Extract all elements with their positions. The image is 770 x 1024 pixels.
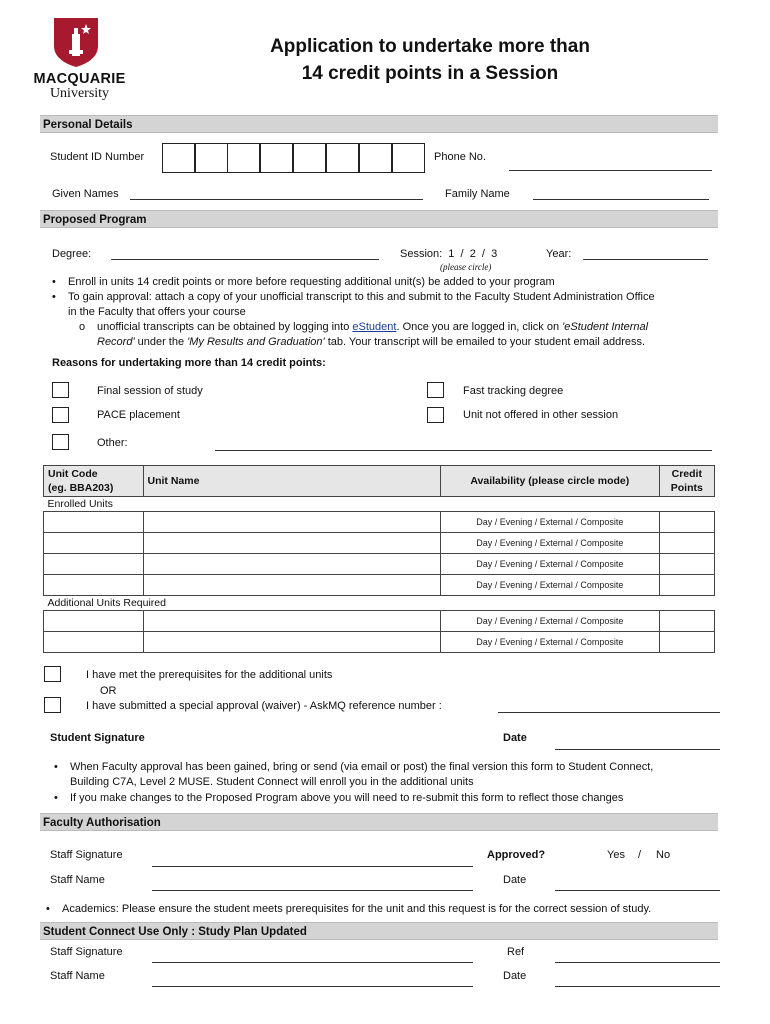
enrolled-units-label: Enrolled Units — [44, 497, 715, 512]
bullet-text: Academics: Please ensure the student meets prerequisites for the unit and this request is for the correct session of study. — [62, 903, 652, 915]
askmq-reference-field[interactable] — [498, 712, 720, 713]
student-id-digit[interactable] — [195, 143, 228, 173]
year-field[interactable] — [583, 259, 708, 260]
logo-name-line1: MACQUARIE — [33, 71, 126, 87]
sub-bullet-text: under the — [134, 336, 188, 348]
approved-separator: / — [638, 849, 642, 861]
unit-name-cell[interactable] — [143, 611, 441, 632]
unit-name-cell[interactable] — [143, 632, 441, 653]
student-id-digit[interactable] — [293, 143, 326, 173]
student-id-digit[interactable] — [260, 143, 293, 173]
waiver-checkbox[interactable] — [44, 697, 61, 713]
availability-cell[interactable]: Day / Evening / External / Composite — [441, 611, 660, 632]
connect-date-label: Date — [503, 970, 527, 982]
credit-cell[interactable] — [659, 512, 714, 533]
faculty-staff-name-field[interactable] — [152, 890, 473, 891]
instruction-bullet — [68, 290, 655, 305]
unit-name-cell[interactable] — [143, 554, 441, 575]
connect-ref-label: Ref — [507, 946, 525, 958]
connect-staff-name-field[interactable] — [152, 986, 473, 987]
prereq-met-label: I have met the prerequisites for the additional units — [86, 669, 333, 681]
student-date-label: Date — [503, 732, 527, 744]
other-reason-label: Other: — [97, 437, 128, 449]
connect-date-field[interactable] — [555, 986, 720, 987]
estudent-link[interactable]: eStudent — [352, 321, 397, 333]
phone-label: Phone No. — [434, 151, 486, 163]
bullet-continuation: in the Faculty that offers your course — [68, 306, 246, 318]
sub-bullet-continuation — [97, 335, 645, 350]
table-header-row — [44, 466, 715, 497]
approved-yes-option[interactable]: Yes — [607, 849, 625, 861]
section-student-connect: Student Connect Use Only : Study Plan Updated — [40, 922, 718, 940]
family-name-field[interactable] — [533, 199, 709, 200]
student-id-label: Student ID Number — [50, 151, 145, 163]
sub-bullet-text: 'My Results and Graduation' — [187, 336, 325, 348]
additional-units-section — [44, 596, 715, 611]
unit-name-cell[interactable] — [143, 575, 441, 596]
year-label: Year: — [546, 248, 572, 260]
connect-ref-field[interactable] — [555, 962, 720, 963]
degree-field[interactable] — [111, 259, 379, 260]
unit-code-cell[interactable] — [44, 575, 144, 596]
phone-field[interactable] — [509, 170, 712, 171]
student-id-digit[interactable] — [359, 143, 392, 173]
sub-bullet-text: Record' — [97, 336, 135, 348]
approved-label: Approved? — [487, 849, 546, 861]
prereq-met-checkbox[interactable] — [44, 666, 61, 682]
approved-no-option[interactable]: No — [656, 849, 671, 861]
unit-code-cell[interactable] — [44, 611, 144, 632]
other-reason-checkbox[interactable] — [52, 434, 69, 450]
student-id-digit[interactable] — [392, 143, 425, 173]
bullet-continuation: Building C7A, Level 2 MUSE. Student Connect will enroll you in the additional units — [70, 776, 474, 788]
unit-code-cell[interactable] — [44, 632, 144, 653]
final-session-label: Final session of study — [97, 385, 203, 397]
unit-code-cell[interactable] — [44, 512, 144, 533]
bullet-text: Enroll in units 14 credit points or more before requesting additional unit(s) be added to your program — [68, 276, 555, 288]
faculty-staff-signature-label: Staff Signature — [50, 849, 123, 861]
col-unit-code — [44, 466, 144, 497]
instruction-bullet — [68, 275, 555, 290]
unit-code-cell[interactable] — [44, 533, 144, 554]
section-faculty-authorisation: Faculty Authorisation — [40, 813, 718, 831]
col-availability: Availability (please circle mode) — [441, 466, 660, 497]
availability-cell[interactable]: Day / Evening / External / Composite — [441, 575, 660, 596]
credit-cell[interactable] — [659, 611, 714, 632]
credit-cell[interactable] — [659, 632, 714, 653]
final-session-checkbox[interactable] — [52, 382, 69, 398]
session-label[interactable]: Session: 1 / 2 / 3 — [400, 248, 498, 260]
unit-code-cell[interactable] — [44, 554, 144, 575]
col-credit-line1: Credit — [671, 468, 702, 480]
table-row[interactable] — [44, 554, 715, 575]
section-proposed-program: Proposed Program — [40, 210, 718, 228]
table-row[interactable] — [44, 575, 715, 596]
sub-bullet-text: 'eStudent Internal — [562, 321, 649, 333]
given-names-field[interactable] — [130, 199, 423, 200]
waiver-label: I have submitted a special approval (waiver) - AskMQ reference number : — [86, 700, 442, 712]
instruction-sub-bullet — [97, 320, 648, 335]
availability-cell[interactable]: Day / Evening / External / Composite — [441, 554, 660, 575]
logo-name-line2: University — [49, 86, 110, 101]
unit-name-cell[interactable] — [143, 533, 441, 554]
credit-cell[interactable] — [659, 533, 714, 554]
university-logo — [32, 16, 127, 102]
given-names-label: Given Names — [52, 188, 119, 200]
sub-bullet-text: tab. Your transcript will be emailed to your student email address. — [324, 336, 646, 348]
bullet-text: When Faculty approval has been gained, bring or send (via email or post) the final version this form to Student Connect, — [70, 761, 654, 773]
col-credit-line2: Points — [670, 482, 703, 494]
submission-bullet — [70, 760, 653, 775]
col-credit-points — [659, 466, 714, 497]
table-row[interactable] — [44, 533, 715, 554]
unit-not-offered-label: Unit not offered in other session — [463, 409, 619, 421]
form-title-line1: Application to undertake more than — [270, 36, 590, 57]
family-name-label: Family Name — [445, 188, 510, 200]
bullet-text: To gain approval: attach a copy of your unofficial transcript to this and submit to the Faculty Student Administration Office — [68, 291, 655, 303]
table-row[interactable] — [44, 611, 715, 632]
credit-cell[interactable] — [659, 554, 714, 575]
faculty-staff-name-label: Staff Name — [50, 874, 105, 886]
or-label: OR — [100, 685, 117, 697]
faculty-staff-signature-field[interactable] — [152, 866, 473, 867]
units-table — [43, 465, 715, 653]
table-row[interactable] — [44, 512, 715, 533]
additional-units-label: Additional Units Required — [44, 596, 715, 611]
enrolled-units-section — [44, 497, 715, 512]
degree-label: Degree: — [52, 248, 92, 260]
form-title-line2: 14 credit points in a Session — [301, 63, 559, 84]
sub-bullet-text: unofficial transcripts can be obtained by logging into — [97, 321, 353, 333]
col-unit-code-line2: (eg. BBA203) — [48, 482, 114, 494]
sub-bullet-text: . Once you are logged in, click on — [396, 321, 563, 333]
student-id-digit[interactable] — [227, 143, 260, 173]
fast-tracking-label: Fast tracking degree — [463, 385, 564, 397]
other-reason-field[interactable] — [215, 450, 712, 451]
connect-staff-name-label: Staff Name — [50, 970, 105, 982]
shield-icon — [52, 16, 100, 68]
availability-cell[interactable]: Day / Evening / External / Composite — [441, 512, 660, 533]
col-unit-code-line1: Unit Code — [48, 468, 98, 480]
col-unit-name: Unit Name — [143, 466, 441, 497]
credit-cell[interactable] — [659, 575, 714, 596]
academics-note — [62, 902, 651, 917]
pace-placement-label: PACE placement — [97, 409, 180, 421]
faculty-date-field[interactable] — [555, 890, 720, 891]
student-signature-label: Student Signature — [50, 732, 145, 744]
faculty-date-label: Date — [503, 874, 527, 886]
student-id-digit[interactable] — [162, 143, 195, 173]
reasons-heading: Reasons for undertaking more than 14 credit points: — [52, 357, 326, 369]
unit-not-offered-checkbox[interactable] — [427, 407, 444, 423]
bullet-text: If you make changes to the Proposed Program above you will need to re-submit this form to reflect those changes — [70, 792, 624, 804]
connect-staff-signature-field[interactable] — [152, 962, 473, 963]
fast-tracking-checkbox[interactable] — [427, 382, 444, 398]
availability-cell[interactable]: Day / Evening / External / Composite — [441, 533, 660, 554]
submission-bullet — [70, 791, 623, 806]
section-personal-details: Personal Details — [40, 115, 718, 133]
pace-placement-checkbox[interactable] — [52, 407, 69, 423]
availability-cell[interactable]: Day / Evening / External / Composite — [441, 632, 660, 653]
student-date-field[interactable] — [555, 749, 720, 750]
unit-name-cell[interactable] — [143, 512, 441, 533]
student-id-digit[interactable] — [326, 143, 359, 173]
session-hint: (please circle) — [440, 262, 492, 272]
connect-staff-signature-label: Staff Signature — [50, 946, 123, 958]
table-row[interactable] — [44, 632, 715, 653]
